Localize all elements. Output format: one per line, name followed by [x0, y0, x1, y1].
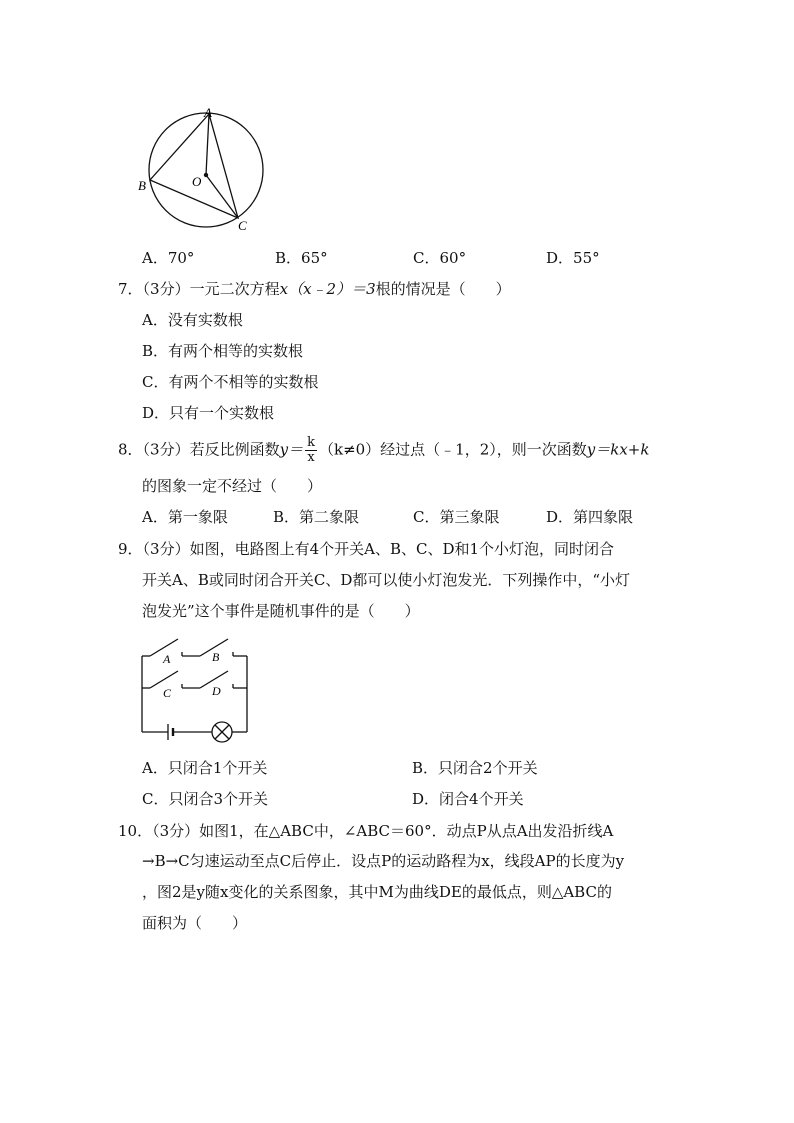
- triangle-abc: [150, 114, 238, 218]
- center-point: [204, 173, 208, 177]
- q8-option-c: C．第三象限: [413, 508, 500, 526]
- q10-stem-line2: →B→C匀速运动至点C后停止．设点P的运动路程为x，线段AP的长度为y: [142, 852, 625, 870]
- q8-stem-text: 若反比例函数: [189, 440, 280, 459]
- label-switch-c: C: [163, 686, 172, 700]
- q10-stem-line3: ，图2是y随x变化的关系图象，其中M为曲线DE的最低点，则△ABC的: [142, 883, 612, 901]
- q9-option-b: B．只闭合2个开关: [412, 759, 538, 777]
- q8-condition: （k≠0）经过点（﹣1，2），则一次函数: [318, 440, 587, 459]
- q10-line1-text: 如图1，在△ABC中，∠ABC＝60°．动点P从点A出发沿折线A: [199, 822, 614, 840]
- q6-option-c: C．60°: [413, 249, 467, 267]
- q8-fraction-denominator: x: [307, 450, 315, 465]
- q8-option-d: D．第四象限: [546, 508, 634, 526]
- q8-fraction: [305, 436, 317, 465]
- label-a: A: [204, 105, 212, 120]
- q7-option-c: C．有两个不相等的实数根: [142, 373, 319, 391]
- q9-option-a: A．只闭合1个开关: [142, 759, 268, 777]
- q8-option-b: B．第二象限: [273, 508, 360, 526]
- q8-stem-line2: 的图象一定不经过（ ）: [142, 477, 323, 495]
- q7-number: 7．: [118, 280, 143, 298]
- q6-circle-figure: [130, 100, 280, 240]
- q7-option-b: B．有两个相等的实数根: [142, 342, 304, 360]
- label-c: C: [238, 218, 247, 233]
- q9-stem-line2: 开关A、B或同时闭合开关C、D都可以使小灯泡发光．下列操作中，“小灯: [142, 571, 631, 589]
- q10-stem-line4: 面积为（ ）: [142, 914, 248, 932]
- q7-stem-before: 一元二次方程: [189, 280, 280, 298]
- q7-stem-after: 根的情况是（ ）: [375, 280, 511, 298]
- q8-stem: [118, 436, 649, 465]
- q8-linear-function: y＝kx+k: [586, 440, 650, 459]
- label-b: B: [138, 178, 146, 193]
- q9-stem-line1: [118, 539, 614, 559]
- q9-number: 9．: [118, 540, 143, 558]
- q8-number: 8．: [118, 440, 143, 459]
- segment-ao: [206, 114, 209, 175]
- q9-stem-line3: 泡发光”这个事件是随机事件的是（ ）: [142, 602, 420, 620]
- q10-number: 10．: [118, 822, 153, 840]
- q8-fraction-numerator: k: [307, 435, 315, 450]
- q7-option-d: D．只有一个实数根: [142, 404, 275, 422]
- q7-stem: [118, 279, 511, 299]
- label-switch-b: B: [212, 650, 220, 664]
- label-switch-d: D: [212, 684, 221, 698]
- q9-line1-text: 如图，电路图上有4个开关A、B、C、D和1个小灯泡，同时闭合: [189, 540, 615, 558]
- q7-option-a: A．没有实数根: [142, 311, 243, 329]
- q10-stem-line1: [118, 821, 613, 841]
- q7-score: （3分）: [142, 280, 190, 298]
- q10-score: （3分）: [152, 822, 200, 840]
- q9-option-d: D．闭合4个开关: [412, 790, 524, 808]
- q6-option-b: B．65°: [275, 249, 328, 267]
- q7-equation: x（x﹣2）＝3: [279, 280, 376, 298]
- q6-option-a: A．70°: [142, 249, 195, 267]
- q8-function-lhs: y＝: [279, 440, 304, 459]
- q8-score: （3分）: [142, 440, 190, 459]
- q9-score: （3分）: [142, 540, 190, 558]
- q9-option-c: C．只闭合3个开关: [142, 790, 269, 808]
- label-o: O: [192, 174, 202, 189]
- q8-option-a: A．第一象限: [142, 508, 228, 526]
- q9-circuit-figure: [135, 630, 255, 745]
- q6-option-d: D．55°: [546, 249, 600, 267]
- label-switch-a: A: [163, 652, 171, 666]
